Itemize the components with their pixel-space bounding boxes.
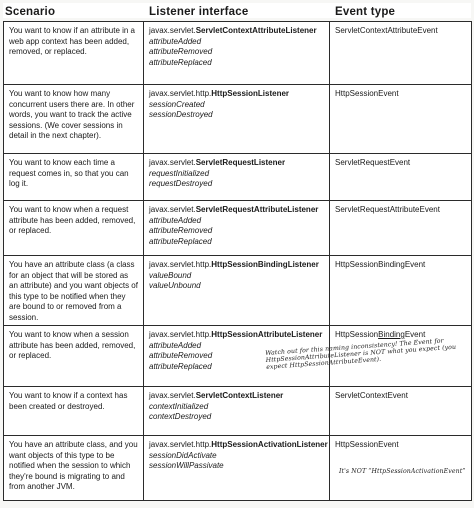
scenario-cell [4,387,144,436]
listener-cell [144,201,330,256]
scenario-text: You want to know if an attribute in a web app context has been added, removed, or replaced. [9,26,136,56]
scenario-text: You want to know if a context has been created or destroyed. [9,391,128,411]
scenario-text: You have an attribute class (a class for an object that will be stored as an attribute) and you want objects of this type to be notified when they are bound to or removed from a session. [9,260,138,322]
event-cell [330,436,472,501]
method-name: sessionWillPassivate [149,461,224,470]
scenario-text: You want to know how many concurrent users there are. In other words, you want to track the active sessions. (We cover sessions in detail in the next chapter). [9,89,135,140]
package-prefix: javax.servlet. [149,158,196,167]
table-row [4,154,472,201]
table-header [3,3,471,18]
listener-cell [144,22,330,85]
event-cell [330,22,472,85]
interface-name [149,205,324,216]
scenario-cell [4,436,144,501]
scenario-text: You have an attribute class, and you want objects of this type to be notified when the session to which they're bound is migrating to and from another JVM. [9,440,138,491]
package-prefix: javax.servlet.http. [149,89,212,98]
event-type: HttpSessionEvent [335,440,399,449]
method-name: attributeAdded [149,36,202,46]
header-listener-interface: Listener interface [149,6,249,18]
scenario-cell [4,85,144,154]
interface-class: ServletRequestAttributeListener [195,205,319,214]
event-cell-wrap [335,440,466,498]
scenario-text: You want to know when a request attribute has been added, removed, or replaced. [9,205,136,235]
scenario-cell [4,201,144,256]
interface-name [149,158,324,169]
interface-name [149,330,324,341]
method-name: sessionDidActivate [149,450,217,460]
interface-name [149,89,324,100]
interface-name [149,260,324,271]
method-name: attributeAdded [149,215,202,225]
method-name: sessionDestroyed [149,110,213,119]
event-type: ServletContextEvent [335,391,408,400]
event-cell [330,256,472,326]
table-row [4,201,472,256]
event-type-highlight: Binding [378,330,405,339]
method-name: attributeReplaced [149,57,212,67]
event-type-prefix: HttpSession [335,330,379,339]
table-row [4,326,472,387]
scenario-cell [4,326,144,387]
package-prefix: javax.servlet.http. [149,260,212,269]
event-type: HttpSessionBindingEvent [335,260,426,269]
method-name: attributeRemoved [149,47,213,56]
method-name: attributeAdded [149,340,202,350]
interface-class: ServletRequestListener [195,158,286,167]
handwritten-note-naming-inconsistency: Watch out for this naming inconsistency! The Event for HttpSessionAttributeListener is NOT what you expect (you expect HttpSessionAttributeEvent). [265,337,457,372]
event-cell [330,387,472,436]
table-row [4,436,472,501]
method-name: attributeRemoved [149,226,213,235]
interface-name [149,26,324,37]
event-type: HttpSessionEvent [335,89,399,98]
scenario-text: You want to know each time a request comes in, so that you can log it. [9,158,129,188]
interface-class: HttpSessionAttributeListener [211,330,323,339]
method-name: attributeRemoved [149,351,213,360]
method-name: requestDestroyed [149,179,213,188]
method-name: sessionCreated [149,99,205,109]
event-cell [330,201,472,256]
event-type-suffix: Event [404,330,426,339]
package-prefix: javax.servlet.http. [149,440,212,449]
method-name: contextInitialized [149,401,209,411]
method-name: attributeReplaced [149,361,212,371]
scenario-cell [4,256,144,326]
listener-cell [144,85,330,154]
event-type: ServletContextAttributeEvent [335,26,438,35]
package-prefix: javax.servlet. [149,205,196,214]
table-row [4,85,472,154]
table-row [4,256,472,326]
interface-name [149,391,324,402]
header-event-type: Event type [335,6,396,18]
interface-class: HttpSessionListener [211,89,290,98]
listener-cell [144,436,330,501]
event-type: ServletRequestAttributeEvent [335,205,440,214]
scenario-cell [4,22,144,85]
interface-class: ServletContextListener [195,391,284,400]
method-name: valueUnbound [149,281,201,290]
listener-cell [144,154,330,201]
listener-cell [144,387,330,436]
event-cell [330,85,472,154]
handwritten-note-activation-event: It's NOT “HttpSessionActivationEvent” [339,468,466,475]
package-prefix: javax.servlet. [149,391,196,400]
scenario-cell [4,154,144,201]
event-cell [330,154,472,201]
method-name: attributeReplaced [149,236,212,246]
event-type: ServletRequestEvent [335,158,411,167]
interface-class: HttpSessionBindingListener [211,260,319,269]
interface-class: ServletContextAttributeListener [195,26,317,35]
listener-cell [144,256,330,326]
listener-table [3,21,472,501]
package-prefix: javax.servlet.http. [149,330,212,339]
table-row [4,22,472,85]
header-scenario: Scenario [5,6,56,18]
scenario-text: You want to know when a session attribute has been added, removed, or replaced. [9,330,136,360]
interface-class: HttpSessionActivationListener [211,440,328,449]
table-row [4,387,472,436]
interface-name [149,440,328,451]
method-name: valueBound [149,270,192,280]
method-name: contextDestroyed [149,412,212,421]
method-name: requestInitialized [149,168,210,178]
package-prefix: javax.servlet. [149,26,196,35]
